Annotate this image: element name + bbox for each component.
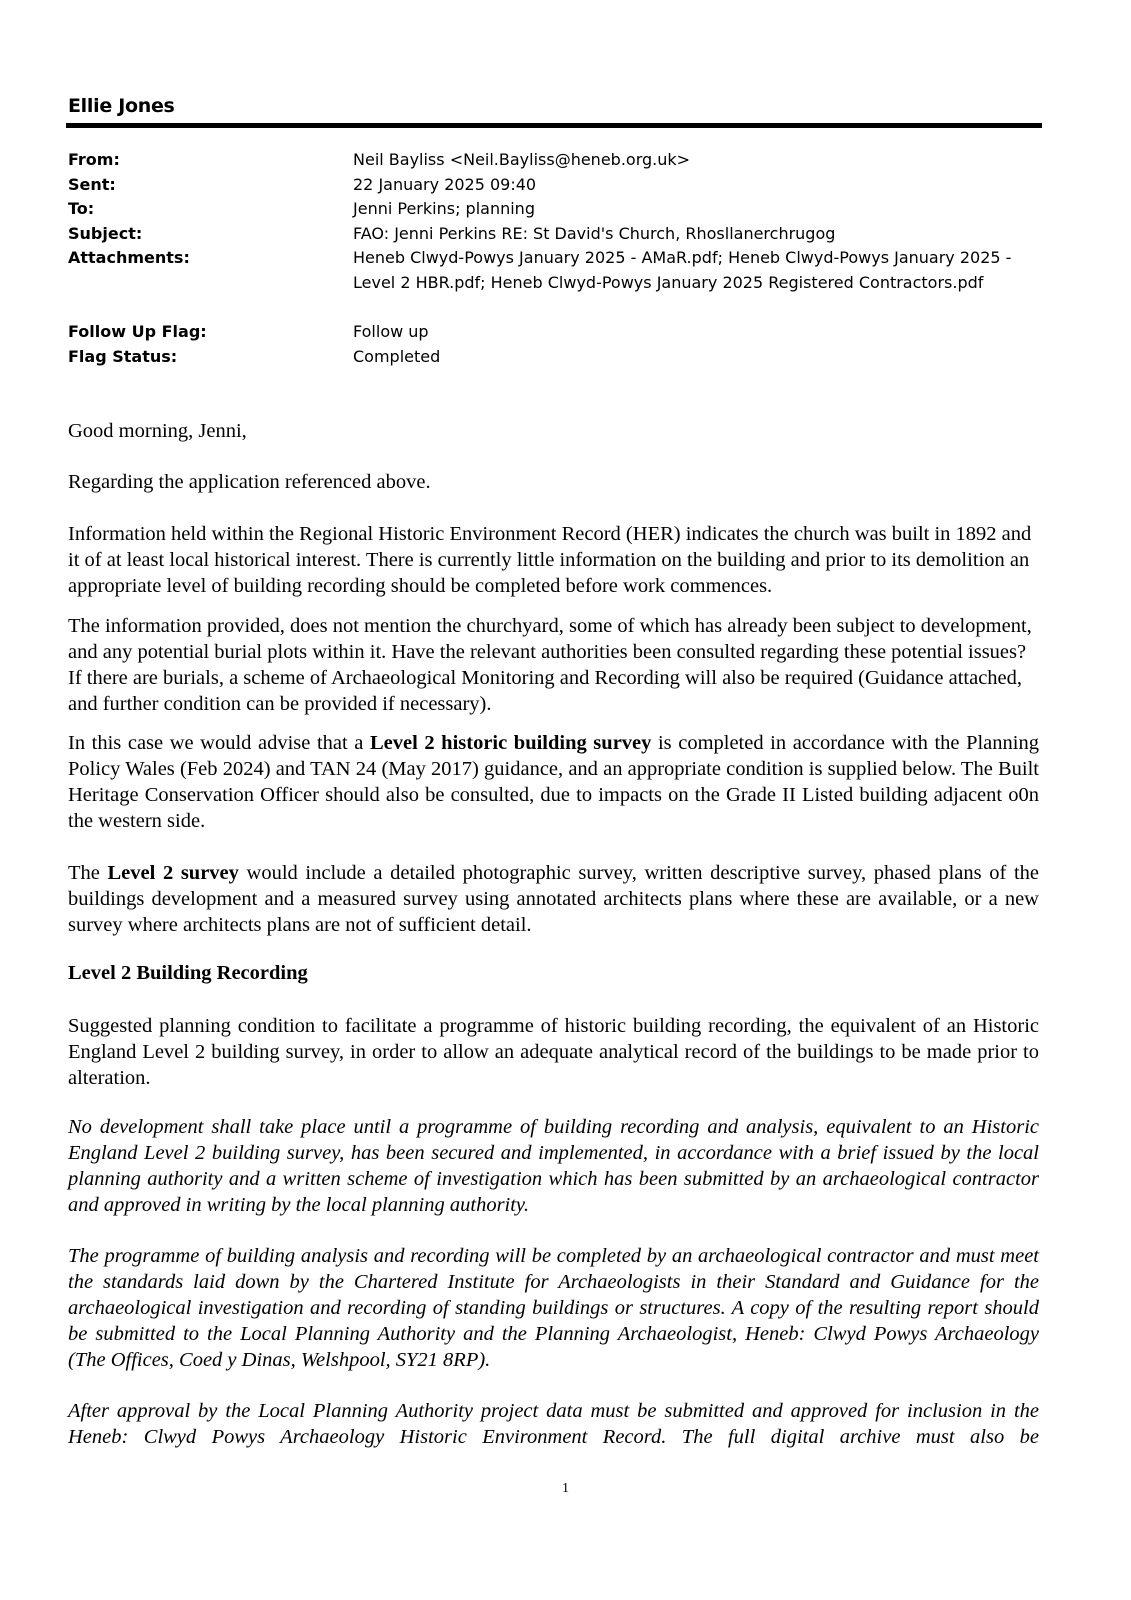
level2-text-lead: The (68, 862, 108, 884)
subject-label: Subject: (68, 223, 143, 243)
condition-paragraph-1 (68, 1114, 1039, 1218)
flag-status-value: Completed (353, 346, 441, 366)
mailbox-owner-name: Ellie Jones (68, 95, 175, 117)
attachments-label: Attachments: (68, 248, 190, 267)
her-paragraph (68, 521, 1039, 599)
section-heading (68, 960, 1039, 986)
header-row-follow-up-flag (68, 320, 1043, 345)
sent-value: 22 January 2025 09:40 (353, 174, 537, 194)
intro-text: Regarding the application referenced above. (68, 471, 431, 493)
follow-up-flag-label: Follow Up Flag: (68, 322, 207, 341)
flag-status-label: Flag Status: (68, 346, 178, 366)
header-row-to (68, 197, 1043, 222)
condition-1-text: No development shall take place until a programme of building recording and analysis, equivalent to an Historic England Level 2 building survey, has been secured and implemented, in accordance with a brief issued by the local planning authority and a written scheme of investigation which has been submitted by an archaeological contractor and approved in writing by the local planning authority. (68, 1116, 1039, 1216)
condition-paragraph-3 (68, 1398, 1039, 1450)
level2-survey-paragraph (68, 860, 1039, 938)
header-row-flag-status (68, 345, 1043, 370)
from-value: Neil Bayliss <Neil.Bayliss@heneb.org.uk> (353, 150, 691, 169)
attachments-value: Heneb Clwyd-Powys January 2025 - AMaR.pdf; Heneb Clwyd-Powys January 2025 - Level 2 HBR.pdf; Heneb Clwyd-Powys January 2025 Registered Contractors.pdf (353, 248, 1012, 292)
condition-paragraph-2 (68, 1243, 1039, 1373)
follow-up-flag-value: Follow up (353, 322, 429, 341)
suggested-condition-paragraph (68, 1013, 1039, 1091)
header-row-subject (68, 222, 1043, 247)
to-value: Jenni Perkins; planning (353, 199, 535, 218)
header-rule-divider (66, 123, 1042, 128)
advice-paragraph (68, 730, 1039, 834)
intro-paragraph (68, 469, 1039, 495)
advice-text-lead: In this case we would advise that a (68, 732, 370, 754)
flag-block (68, 320, 1043, 369)
advice-emphasis: Level 2 historic building survey (369, 732, 652, 754)
level2-emphasis: Level 2 survey (107, 862, 239, 884)
sent-label: Sent: (68, 174, 116, 194)
condition-2-text: The programme of building analysis and recording will be completed by an archaeological contractor and must meet the standards laid down by the Chartered Institute for Archaeologists in their Standard and Guidance for the archaeological investigation and recording of standing buildings or structures. A copy of the resulting report should be submitted to the Local Planning Authority and the Planning Archaeologist, Heneb: Clwyd Powys Archaeology (The Offices, Coed y Dinas, Welshpool, SY21 8RP). (68, 1245, 1039, 1371)
her-text: Information held within the Regional Historic Environment Record (HER) indicates the church was built in 1892 and it of at least local historical interest. There is currently little information on the building and prior to its demolition an appropriate level of building recording should be completed before work commences. (68, 523, 1032, 597)
churchyard-text: The information provided, does not mention the churchyard, some of which has already been subject to development, and any potential burial plots within it. Have the relevant authorities been consulted regarding these potential issues? If there are burials, a scheme of Archaeological Monitoring and Recording will also be required (Guidance attached, and further condition can be provided if necessary). (68, 615, 1032, 715)
greeting (68, 418, 1039, 444)
greeting-text: Good morning, Jenni, (68, 420, 247, 442)
page-number: 1 (562, 1481, 569, 1496)
section-heading-text: Level 2 Building Recording (68, 962, 308, 984)
churchyard-paragraph (68, 613, 1039, 717)
to-label: To: (68, 199, 95, 218)
from-label: From: (68, 150, 120, 169)
subject-value: FAO: Jenni Perkins RE: St David's Church, Rhosllanerchrugog (353, 223, 836, 243)
suggested-condition-text: Suggested planning condition to facilitate a programme of historic building recording, the equivalent of an Historic England Level 2 building survey, in order to allow an adequate analytical record of the buildings to be made prior to alteration. (68, 1015, 1039, 1089)
condition-3-text: After approval by the Local Planning Authority project data must be submitted and approved for inclusion in the Heneb: Clwyd Powys Archaeology Historic Environment Record. The full digital archive must also be (68, 1400, 1039, 1448)
level2-text-tail: would include a detailed photographic survey, written descriptive survey, phased plans of the buildings development and a measured survey using annotated architects plans where these are available, or a new survey where architects plans are not of sufficient detail. (68, 862, 1039, 936)
header-row-from (68, 148, 1043, 173)
header-row-sent (68, 173, 1043, 198)
advice-text (68, 730, 1039, 834)
level2-survey-text (68, 860, 1039, 938)
email-header-block (68, 148, 1043, 295)
advice-text-tail: is completed in accordance with the Planning Policy Wales (Feb 2024) and TAN 24 (May 2017) guidance, and an appropriate condition is supplied below. The Built Heritage Conservation Officer should also be consulted, due to impacts on the Grade II Listed building adjacent o0n the western side. (68, 732, 1039, 832)
header-row-attachments (68, 246, 1043, 295)
